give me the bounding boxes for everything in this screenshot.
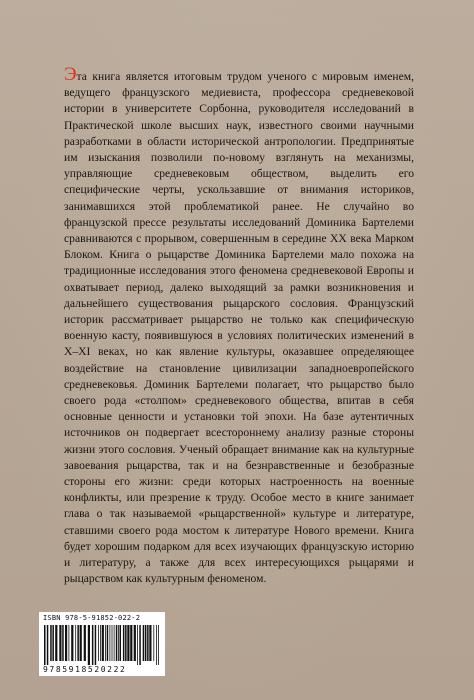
barcode-bar — [145, 625, 147, 661]
barcode-bar — [116, 625, 118, 661]
barcode-bar — [80, 625, 82, 661]
barcode-bar — [77, 625, 79, 661]
barcode-bar — [88, 625, 90, 665]
annotation-text-block — [64, 64, 414, 588]
barcode-bar — [123, 625, 125, 661]
barcode-bar — [50, 625, 52, 661]
barcode-bar — [153, 625, 154, 661]
barcode-bar — [120, 625, 122, 661]
barcode-bar — [102, 625, 104, 661]
annotation-body: та книга является итоговым трудом ученого с мировым именем, ведущего французского медиевиста, профессора средневековой истории в университете Сорбонна, руководителя исследований в Практической школе высших наук, известного своими научными разработками в области исторической антропологии. Предпринятые им изыскания позволили по-новому взглянуть на механизмы, управляющие средневековым обществом, выделить его специфические черты, ускользавшие от внимания историков, занимавшихся этой проблематикой ранее. Не случайно во французской прессе результаты исследований Доминика Бартелеми сравниваются с прорывом, совершенным в середине XX века Марком Блоком. Книга о рыцарстве Доминика Бартелеми мало похожа на традиционные исследования этого феномена средневековой Европы и охватывает период, далеко выходящий за рамки возникновения и дальнейшего существования рыцарского сословия. Французский историк рассматривает рыцарство не только как специфическую военную касту, появившуюся в условиях политических изменений в X–XI веках, но как явление культуры, оказавшее определяющее воздействие на становление цивилизации западноевропейского средневековья. Доминик Бартелеми полагает, что рыцарство было своего рода «столпом» средневекового общества, впитав в себя основные ценности и установки той эпохи. На базе аутентичных источников он подвергает всестороннему анализу разные стороны жизни этого сословия. Ученый обращает внимание как на культурные завоевания рыцарства, так и на безнравственные и безобразные стороны его жизни: среди которых настроенность на военные конфликты, или презрение к труду. Особое место в книге занимает глава о так называемой «рыцарственной» культуре и литературе, ставшими своего рода мостом к литературе Нового времени. Книга будет хорошим подарком для всех изучающих французскую историю и литературу, а также для всех интересующихся рыцарями и рыцарством как культурным феноменом. — [64, 70, 414, 586]
barcode-bar — [105, 625, 106, 661]
barcode-bar — [137, 625, 138, 665]
isbn-barcode-label — [39, 612, 165, 676]
barcode-bar — [125, 625, 127, 661]
barcode-bar — [75, 625, 76, 661]
barcode-bar — [62, 625, 64, 661]
barcode-bar — [95, 625, 97, 665]
annotation-paragraph — [64, 64, 414, 588]
barcode-bar — [44, 625, 46, 665]
barcode-bar — [110, 625, 111, 661]
barcode-image — [43, 625, 161, 665]
barcode-bar — [107, 625, 109, 661]
barcode-bar — [112, 625, 113, 661]
barcode-digits: 9785918520222 — [43, 665, 127, 674]
barcode-bar — [118, 625, 119, 661]
drop-cap-letter: Э — [64, 64, 77, 85]
barcode-bar — [156, 625, 157, 665]
barcode-bar — [134, 625, 136, 661]
barcode-bar — [100, 625, 101, 661]
barcode-bar — [143, 625, 145, 661]
barcode-bar — [130, 625, 132, 661]
barcode-bar — [69, 625, 70, 661]
barcode-bar — [139, 625, 141, 665]
barcode-bar — [55, 625, 57, 661]
barcode-bar — [47, 625, 49, 665]
barcode-bar — [71, 625, 73, 661]
barcode-bar — [149, 625, 151, 661]
barcode-bar — [127, 625, 129, 661]
barcode-bar — [98, 625, 99, 661]
barcode-bar — [158, 625, 159, 665]
isbn-number: ISBN 978-5-91852-022-2 — [43, 614, 141, 622]
barcode-bar — [52, 625, 54, 661]
barcode-bar — [65, 625, 67, 661]
barcode-bar — [84, 625, 86, 661]
barcode-bar — [114, 625, 115, 661]
barcode-bar — [147, 625, 149, 661]
barcode-bar — [59, 625, 61, 661]
barcode-bar — [92, 625, 94, 665]
